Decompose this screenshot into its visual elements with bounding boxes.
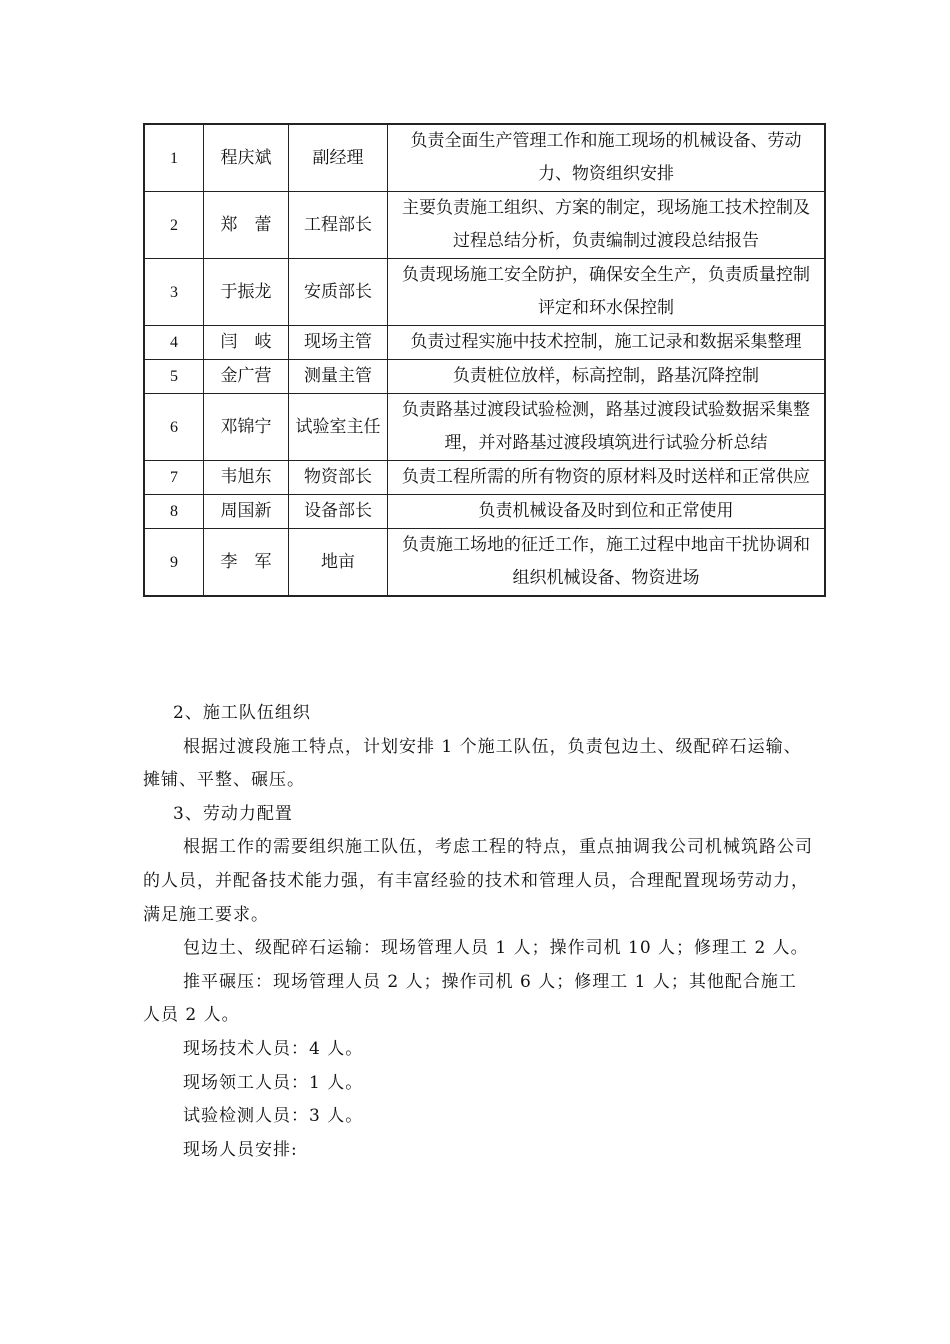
person-name: 闫 岐 (204, 326, 289, 360)
person-role: 设备部长 (289, 495, 388, 529)
person-duty: 负责过程实施中技术控制，施工记录和数据采集整理 (388, 326, 826, 360)
row-number: 3 (144, 259, 204, 326)
row-number: 6 (144, 394, 204, 461)
table-row (144, 360, 825, 394)
person-name: 李 军 (204, 529, 289, 597)
person-duty: 负责现场施工安全防护，确保安全生产，负责质量控制评定和环水保控制 (388, 259, 826, 326)
section-heading-labor: 3、劳动力配置 (173, 803, 293, 824)
paragraph-rolling-staff: 推平碾压：现场管理人员 2 人；操作司机 6 人；修理工 1 人；其他配合施工人员 2 人。 (143, 971, 797, 1026)
row-number: 7 (144, 461, 204, 495)
person-name: 郑 蕾 (204, 192, 289, 259)
body-text (143, 697, 813, 1167)
table-row (144, 529, 825, 597)
paragraph-labor: 根据工作的需要组织施工队伍，考虑工程的特点，重点抽调我公司机械筑路公司的人员，并配备技术能力强，有丰富经验的技术和管理人员，合理配置现场劳动力，满足施工要求。 (143, 837, 813, 925)
row-number: 9 (144, 529, 204, 597)
person-duty: 负责施工场地的征迁工作，施工过程中地亩干扰协调和组织机械设备、物资进场 (388, 529, 826, 597)
row-number: 8 (144, 495, 204, 529)
section-heading-team: 2、施工队伍组织 (173, 703, 311, 723)
person-role: 测量主管 (289, 360, 388, 394)
person-name: 金广营 (204, 360, 289, 394)
person-duty: 负责桩位放样，标高控制，路基沉降控制 (388, 360, 826, 394)
table-row (144, 192, 825, 259)
person-duty: 负责路基过渡段试验检测，路基过渡段试验数据采集整理，并对路基过渡段填筑进行试验分析总结 (388, 394, 826, 461)
paragraph-tech-staff: 现场技术人员：4 人。 (183, 1038, 364, 1059)
table-row (144, 259, 825, 326)
paragraph-transport-staff: 包边土、级配碎石运输：现场管理人员 1 人；操作司机 10 人；修理工 2 人。 (183, 938, 809, 959)
paragraph-site-arrangement: 现场人员安排: (183, 1139, 298, 1160)
person-name: 程庆斌 (204, 124, 289, 192)
person-name: 于振龙 (204, 259, 289, 326)
row-number: 2 (144, 192, 204, 259)
staff-table-body (144, 124, 825, 596)
person-role: 现场主管 (289, 326, 388, 360)
table-row (144, 461, 825, 495)
person-duty: 负责全面生产管理工作和施工现场的机械设备、劳动力、物资组织安排 (388, 124, 826, 192)
table-row (144, 495, 825, 529)
person-role: 副经理 (289, 124, 388, 192)
person-duty: 负责工程所需的所有物资的原材料及时送样和正常供应 (388, 461, 826, 495)
person-role: 地亩 (289, 529, 388, 597)
row-number: 4 (144, 326, 204, 360)
person-role: 物资部长 (289, 461, 388, 495)
paragraph-team: 根据过渡段施工特点，计划安排 1 个施工队伍，负责包边土、级配碎石运输、摊铺、平整、碾压。 (143, 736, 802, 791)
table-row (144, 124, 825, 192)
row-number: 5 (144, 360, 204, 394)
person-name: 周国新 (204, 495, 289, 529)
person-role: 试验室主任 (289, 394, 388, 461)
row-number: 1 (144, 124, 204, 192)
person-name: 韦旭东 (204, 461, 289, 495)
paragraph-test-staff: 试验检测人员：3 人。 (183, 1106, 364, 1127)
person-role: 工程部长 (289, 192, 388, 259)
table-row (144, 394, 825, 461)
staff-responsibility-table (143, 123, 826, 597)
person-role: 安质部长 (289, 259, 388, 326)
table-row (144, 326, 825, 360)
person-name: 邓锦宁 (204, 394, 289, 461)
paragraph-foreman-staff: 现场领工人员：1 人。 (183, 1072, 364, 1093)
person-duty: 负责机械设备及时到位和正常使用 (388, 495, 826, 529)
person-duty: 主要负责施工组织、方案的制定，现场施工技术控制及过程总结分析，负责编制过渡段总结报告 (388, 192, 826, 259)
